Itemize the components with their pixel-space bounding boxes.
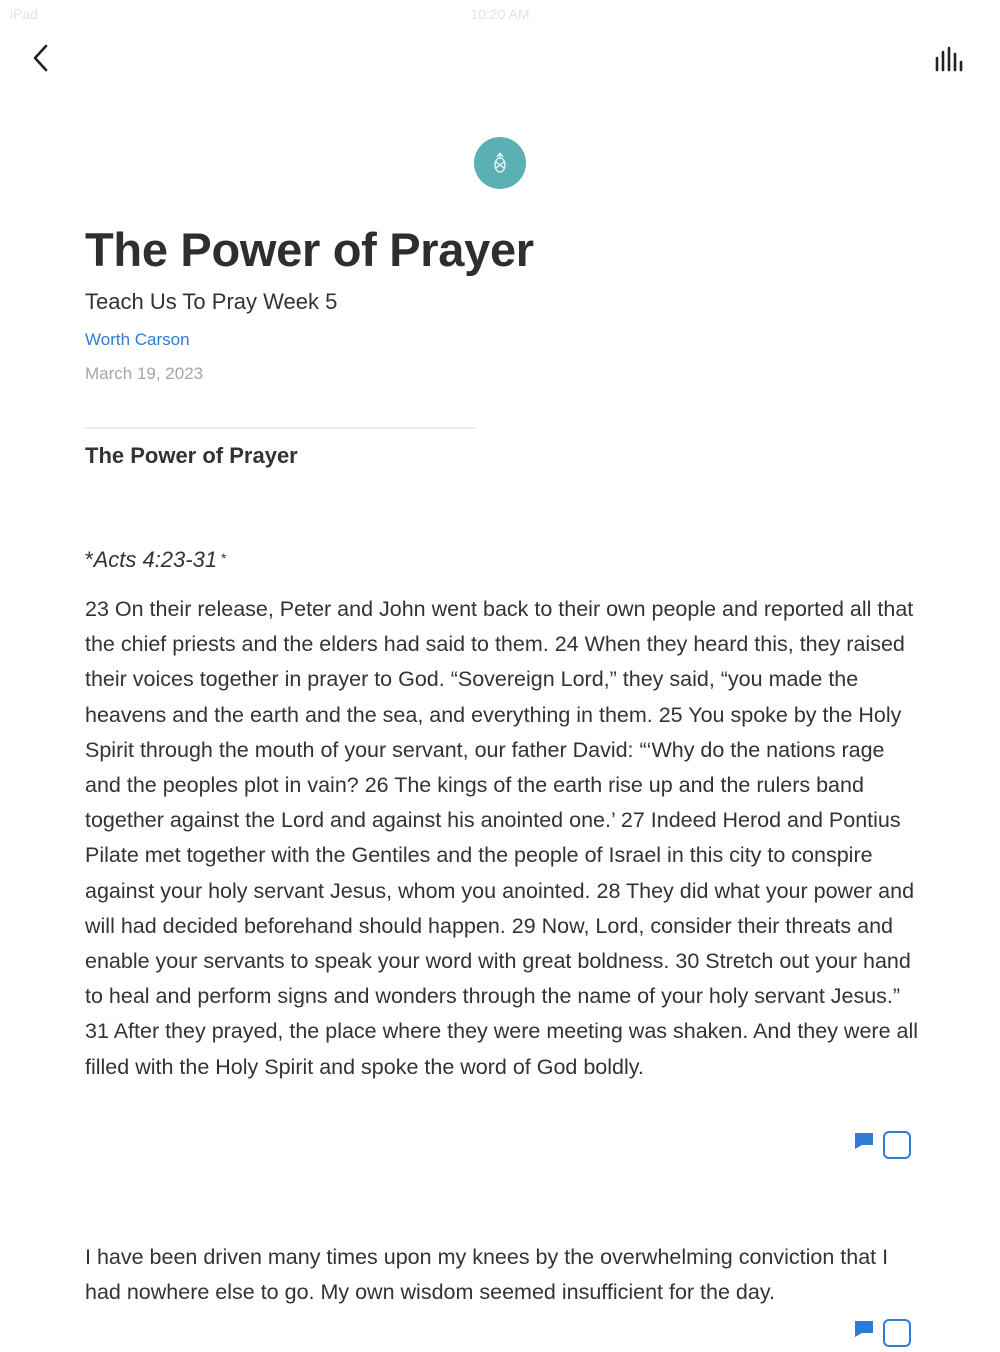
status-carrier: iPad [10,6,39,22]
paragraph-actions [852,1318,916,1352]
checkbox[interactable] [883,1319,911,1347]
notes-heading: The Power of Prayer [85,443,298,468]
scripture-reference-text: Acts 4:23-31 [93,547,218,572]
speaker-link[interactable]: Worth Carson [85,330,190,349]
status-bar [0,0,1000,28]
quote-paragraph: I have been driven many times upon my knees by the overwhelming conviction that I had nowhere else to go. My own wisdom seemed insufficient for the day. [85,1245,889,1305]
scripture-reference [85,547,226,573]
page-title: The Power of Prayer [85,223,534,276]
scripture-suffix: * [217,550,227,566]
comment-icon[interactable] [854,1132,874,1150]
church-logo [474,137,526,189]
sermon-date: March 19, 2023 [85,364,204,383]
back-button[interactable] [26,40,58,76]
pineapple-icon [474,137,526,189]
audio-button[interactable] [930,44,968,74]
scripture-passage: 23 On their release, Peter and John went back to their own people and reported all that the chief priests and the elders had said to them. 24 When they heard this, they raised their voices together in prayer to God. “Sovereign Lord,” they said, “you made the heavens and the earth and the sea, and everything in them. 25 You spoke by the Holy Spirit through the mouth of your servant, our father David: “‘Why do the nations rage and the peoples plot in vain? 26 The kings of the earth rise up and the rulers band together against the Lord and against his anointed one.’ 27 Indeed Herod and Pontius Pilate met together with the Gentiles and the people of Israel in this city to conspire against your holy servant Jesus, whom you anointed. 28 They did what your power and will had decided beforehand should happen. 29 Now, Lord, consider their threats and enable your servants to speak your word with great boldness. 30 Stretch out your hand to heal and perform signs and wonders through the name of your holy servant Jesus.” 31 After they prayed, the place where they were meeting was shaken. And they were all filled with the Holy Spirit and spoke the word of God boldly. [85,597,919,1079]
paragraph-actions [852,1130,916,1164]
status-time: 10:20 AM [470,6,530,22]
checkbox[interactable] [883,1131,911,1159]
chevron-left-icon [26,40,58,76]
series-title: Teach Us To Pray Week 5 [85,289,338,314]
scripture-prefix: * [85,547,94,572]
header-divider [85,427,476,429]
audio-bars-icon [930,44,968,74]
comment-icon[interactable] [854,1320,874,1338]
